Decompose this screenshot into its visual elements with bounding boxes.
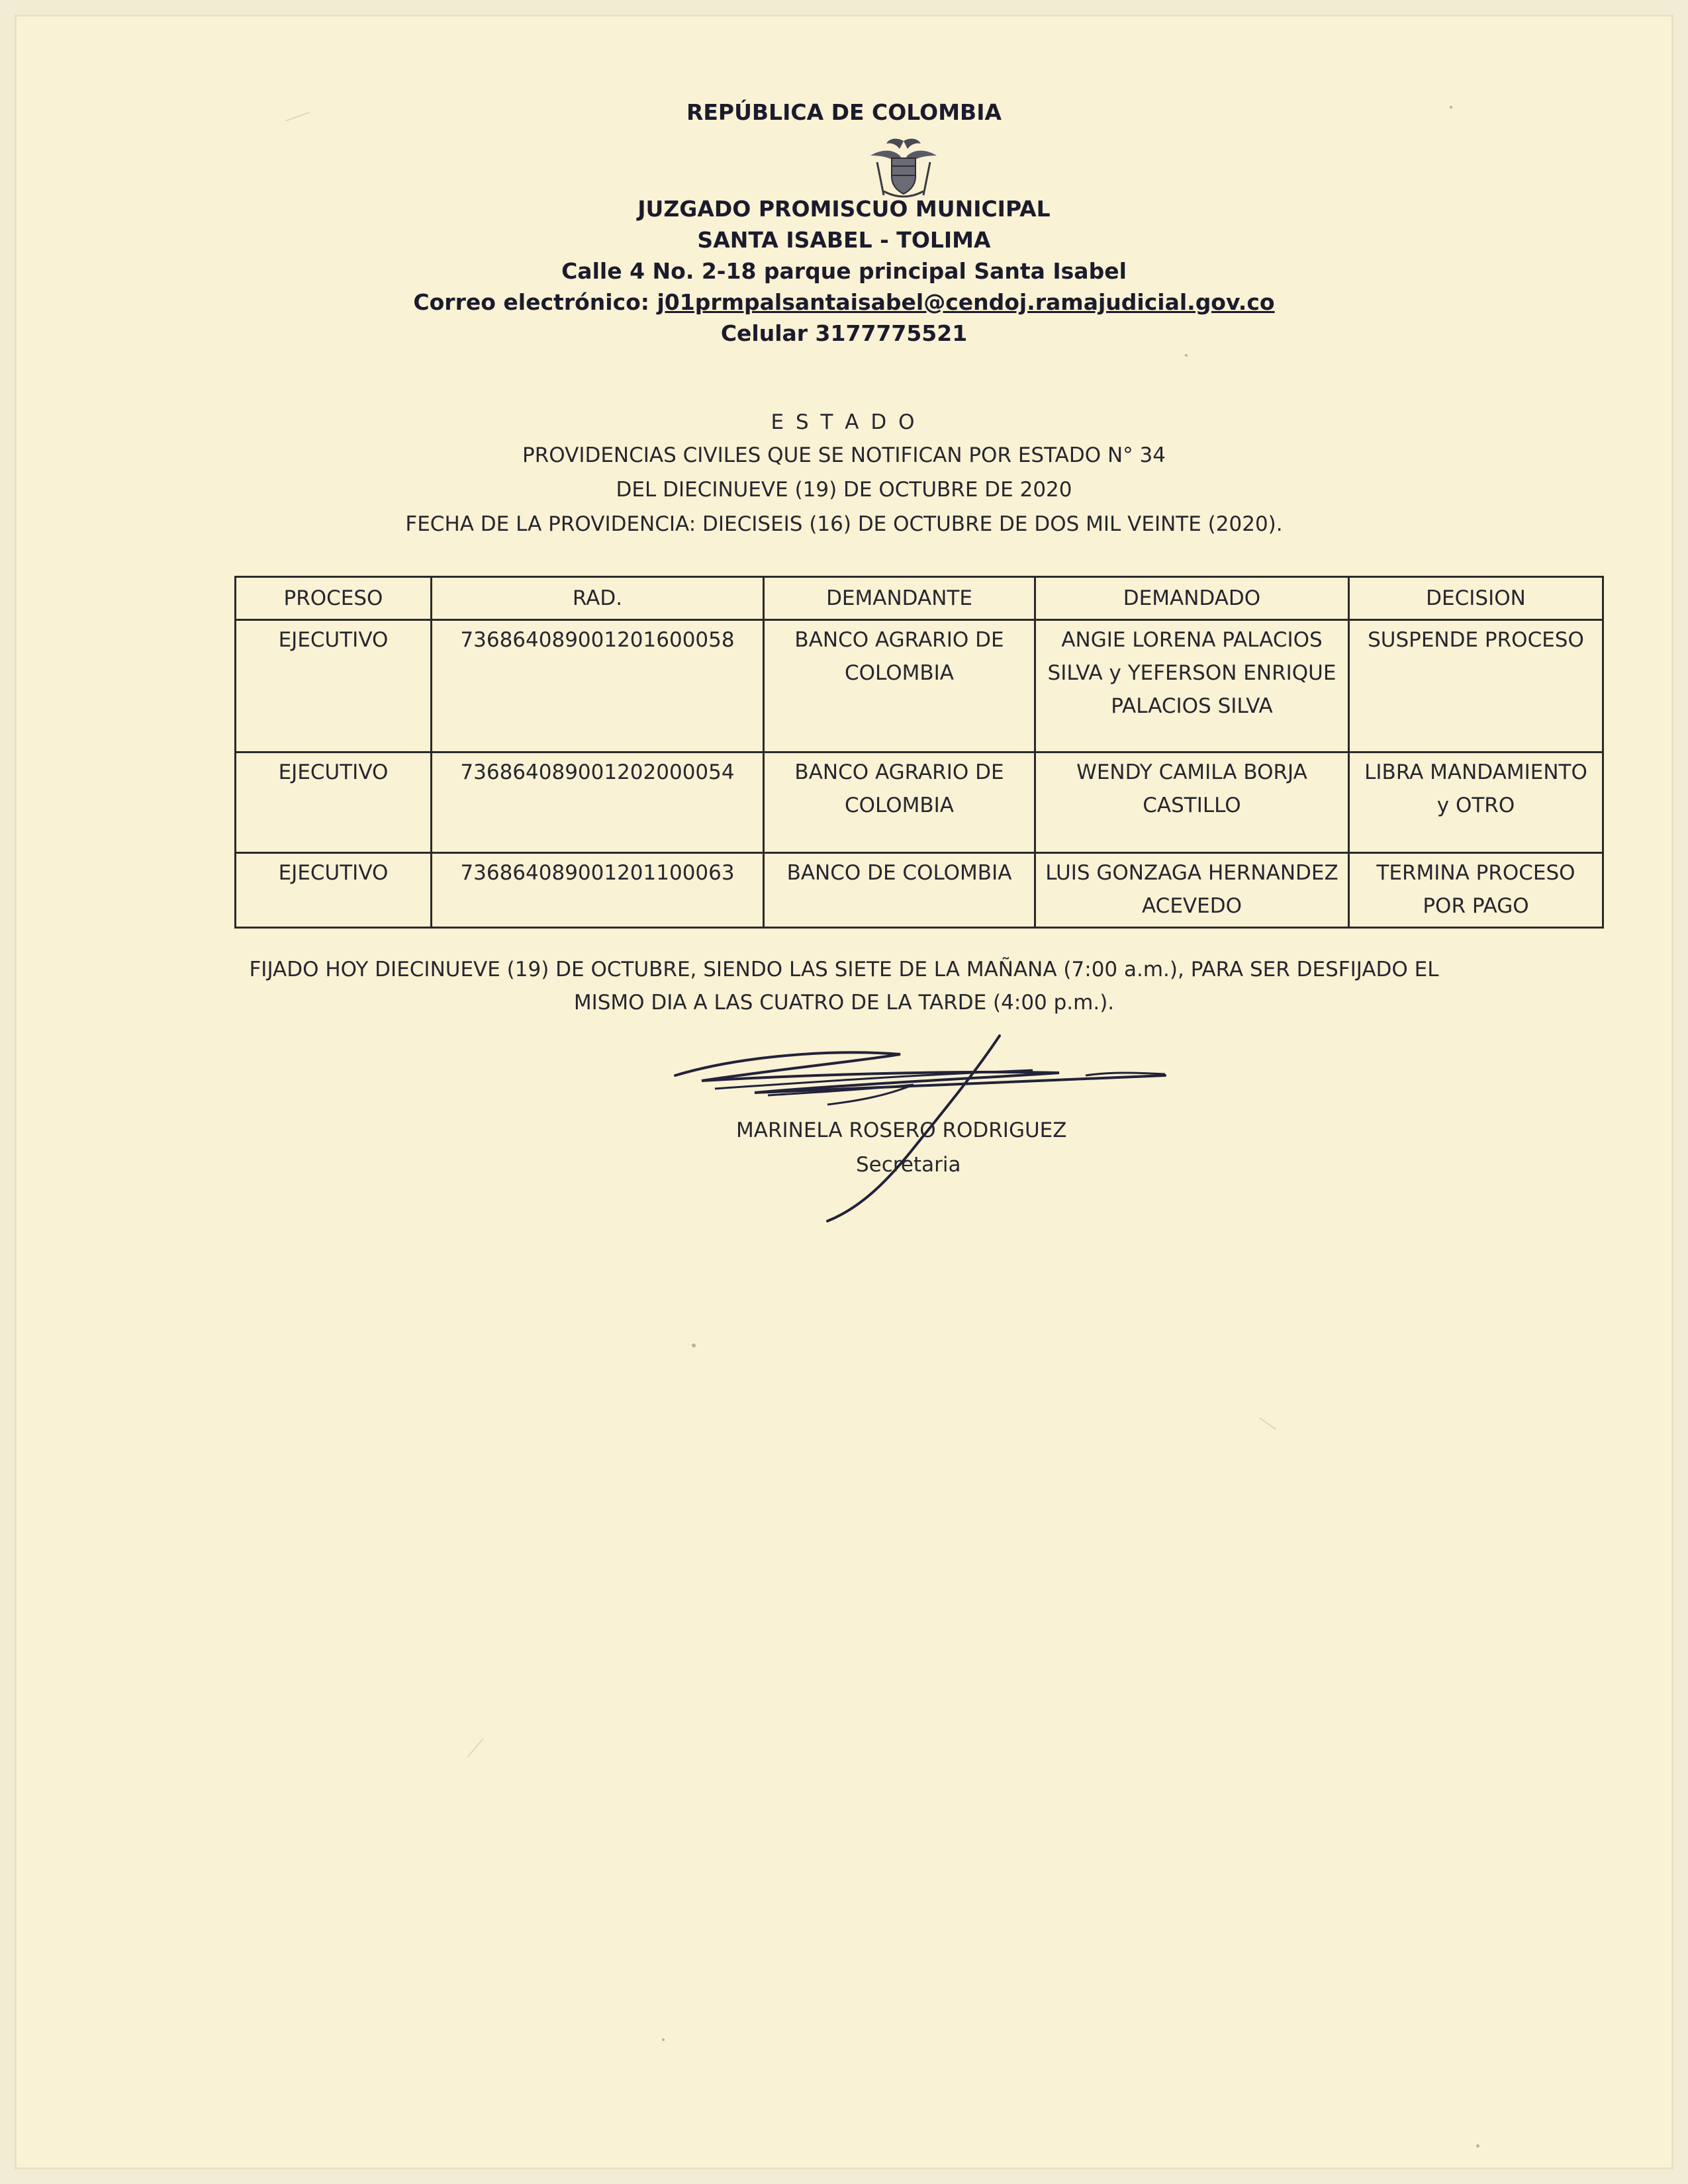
court-name: JUZGADO PROMISCUO MUNICIPAL [637,196,1051,222]
cell-decision: TERMINA PROCESO POR PAGO [1349,853,1603,928]
cell-demandado: ANGIE LORENA PALACIOS SILVA y YEFERSON ENRIQUE PALACIOS SILVA [1035,620,1349,752]
posting-notice-line-2: MISMO DIA A LAS CUATRO DE LA TARDE (4:00 p.m.). [573,991,1115,1015]
court-phone: Celular 3177775521 [720,320,968,346]
cell-demandante: BANCO DE COLOMBIA [764,853,1035,928]
notice-line-1: PROVIDENCIAS CIVILES QUE SE NOTIFICAN POR ESTADO N° 34 [522,443,1166,467]
email-link[interactable]: j01prmpalsantaisabel@cendoj.ramajudicial.gov.co [657,289,1275,315]
paper-speck [662,2038,665,2041]
country-heading: REPÚBLICA DE COLOMBIA [686,99,1002,125]
table-row [236,853,1603,928]
table-row [236,752,1603,853]
column-header: RAD. [432,577,764,620]
cell-radicado: 73686408900120160005​8 [432,620,764,752]
estado-table [234,576,1604,929]
signatory-name: MARINELA ROSERO RODRIGUEZ [736,1118,1067,1142]
column-header: DEMANDADO [1035,577,1349,620]
cell-demandado: LUIS GONZAGA HERNANDEZ ACEVEDO [1035,853,1349,928]
paper-speck [1476,2144,1479,2148]
table-row [236,620,1603,752]
cell-demandante: BANCO AGRARIO DE COLOMBIA [764,752,1035,853]
signatory-role: Secretaria [856,1153,961,1177]
email-label: Correo electrónico: [413,289,657,315]
court-location: SANTA ISABEL - TOLIMA [697,227,991,253]
cell-proceso: EJECUTIVO [236,620,432,752]
cell-radicado: 73686408900120200005​4 [432,752,764,853]
table-header-row [236,577,1603,620]
cell-demandante: BANCO AGRARIO DE COLOMBIA [764,620,1035,752]
notice-line-3: FECHA DE LA PROVIDENCIA: DIECISEIS (16) DE OCTUBRE DE DOS MIL VEINTE (2020). [405,512,1283,536]
column-header: PROCESO [236,577,432,620]
estado-title: E S T A D O [771,410,917,434]
paper-fiber [467,1739,484,1758]
posting-notice-line-1: FIJADO HOY DIECINUEVE (19) DE OCTUBRE, SIENDO LAS SIETE DE LA MAÑANA (7:00 a.m.), PARA SER DESFIJADO EL [249,958,1439,981]
column-header: DECISION [1349,577,1603,620]
notice-line-2: DEL DIECINUEVE (19) DE OCTUBRE DE 2020 [616,478,1072,502]
column-header: DEMANDANTE [764,577,1035,620]
cell-proceso: EJECUTIVO [236,853,432,928]
court-address: Calle 4 No. 2-18 parque principal Santa Isabel [561,258,1127,284]
cell-decision: SUSPENDE PROCESO [1349,620,1603,752]
cell-proceso: EJECUTIVO [236,752,432,853]
cell-radicado: 73686408900120110006​3 [432,853,764,928]
paper-fiber [1259,1418,1276,1430]
court-email-line [0,289,1688,315]
paper-speck [692,1343,696,1347]
cell-demandado: WENDY CAMILA BORJA CASTILLO [1035,752,1349,853]
paper-speck [1185,354,1188,357]
cell-decision: LIBRA MANDAMIENTO y OTRO [1349,752,1603,853]
coat-of-arms-icon [857,136,950,202]
